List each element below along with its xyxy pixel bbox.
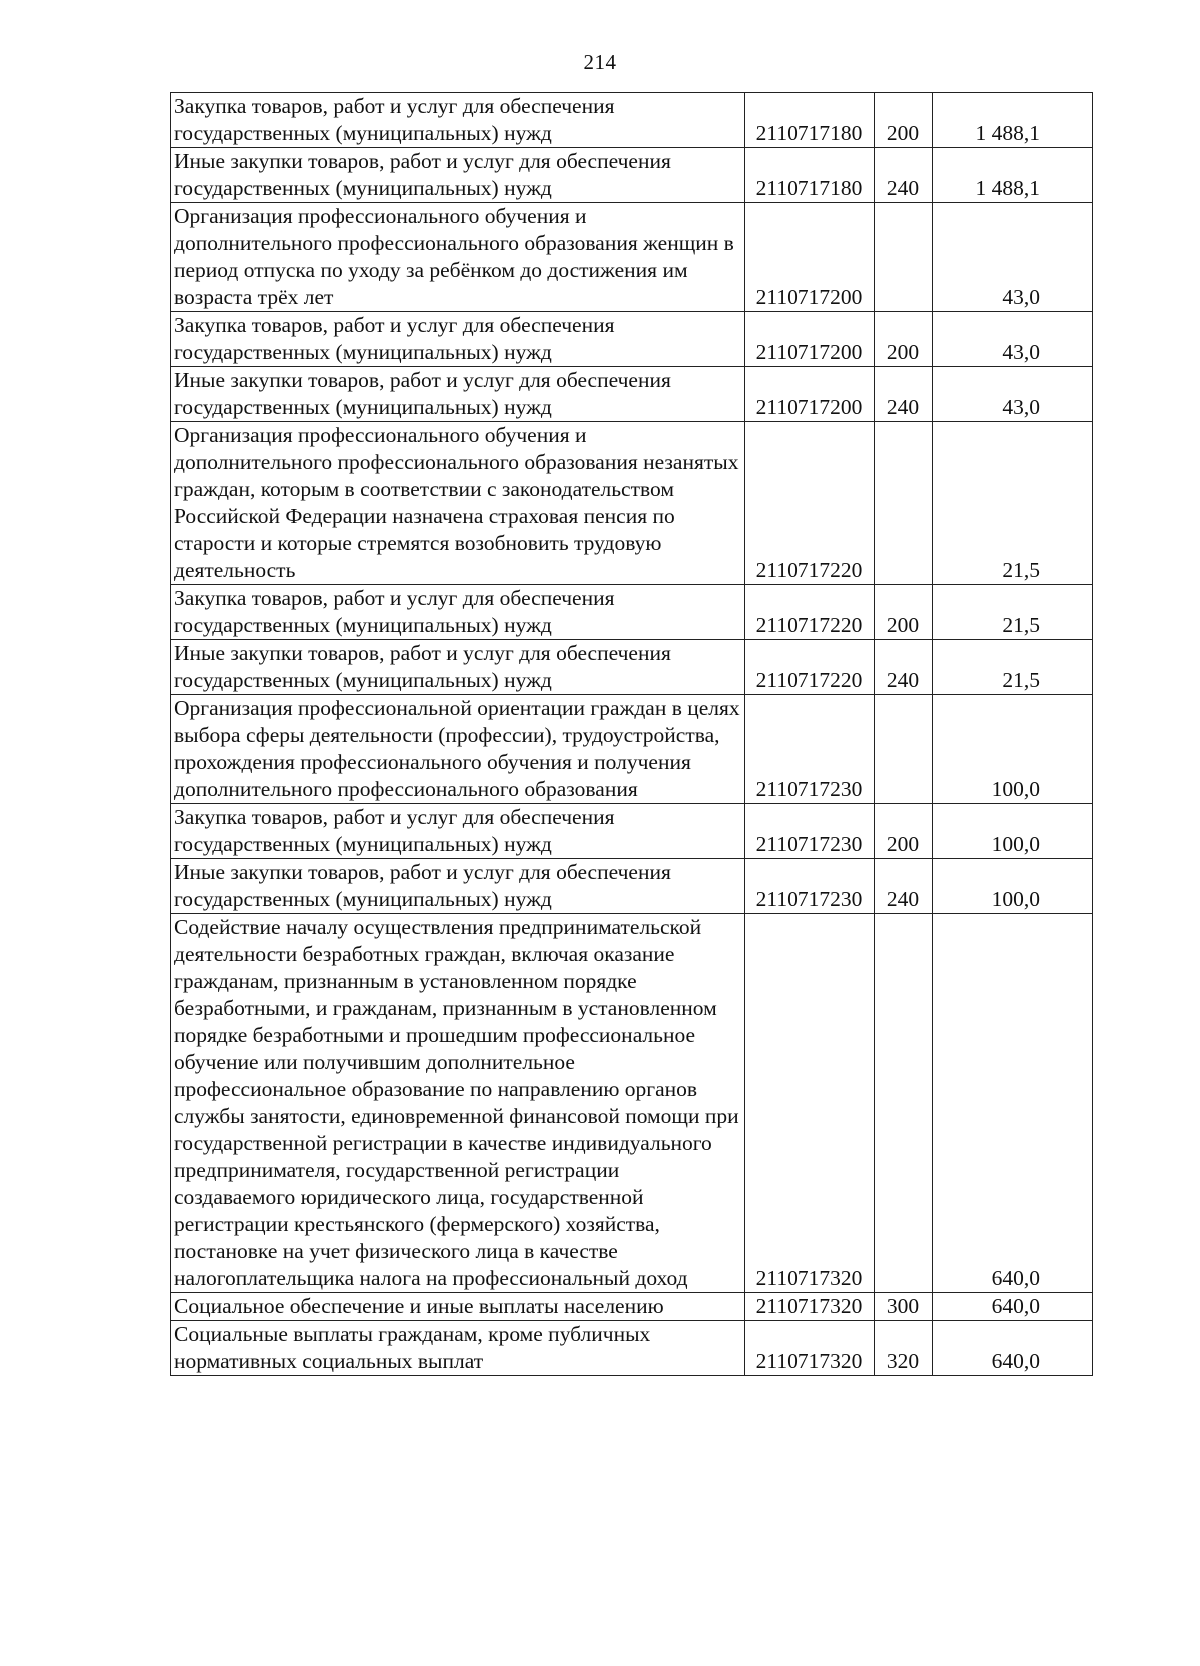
row-name-cell: Организация профессионального обучения и дополнительного профессионального образования незанятых граждан, которым в соответствии с законодательством Российской Федерации назначена страховая пенсия по старости и которые стремятся возобновить трудовую деятельность	[171, 422, 745, 585]
row-code-cell: 2110717220	[745, 422, 875, 585]
row-name-cell: Социальные выплаты гражданам, кроме публичных нормативных социальных выплат	[171, 1321, 745, 1376]
row-amount-cell: 640,0	[933, 1321, 1093, 1376]
row-type-cell: 200	[875, 804, 933, 859]
table-row	[171, 93, 1093, 148]
row-type-cell: 200	[875, 93, 933, 148]
row-type-cell: 240	[875, 640, 933, 695]
row-name-cell: Организация профессиональной ориентации граждан в целях выбора сферы деятельности (профессии), трудоустройства, прохождения профессионального обучения и получения дополнительного профессионального образования	[171, 695, 745, 804]
row-name-cell: Закупка товаров, работ и услуг для обеспечения государственных (муниципальных) нужд	[171, 585, 745, 640]
row-code-cell: 2110717200	[745, 367, 875, 422]
table-row	[171, 148, 1093, 203]
row-amount-cell: 1 488,1	[933, 93, 1093, 148]
table-row	[171, 203, 1093, 312]
page-number: 214	[583, 50, 617, 74]
row-type-cell: 200	[875, 312, 933, 367]
row-name-cell: Содействие началу осуществления предпринимательской деятельности безработных граждан, включая оказание гражданам, признанным в установленном порядке безработными, и гражданам, признанным в установленном порядке безработными и прошедшим профессиональное обучение или получившим дополнительное профессиональное образование по направлению органов службы занятости, единовременной финансовой помощи при государственной регистрации в качестве индивидуального предпринимателя, государственной регистрации создаваемого юридического лица, государственной регистрации крестьянского (фермерского) хозяйства, постановке на учет физического лица в качестве налогоплательщика налога на профессиональный доход	[171, 914, 745, 1293]
row-code-cell: 2110717180	[745, 148, 875, 203]
row-type-cell	[875, 695, 933, 804]
row-code-cell: 2110717220	[745, 585, 875, 640]
table-row	[171, 422, 1093, 585]
row-name-cell: Иные закупки товаров, работ и услуг для обеспечения государственных (муниципальных) нужд	[171, 859, 745, 914]
budget-table	[170, 92, 1093, 1376]
row-type-cell: 300	[875, 1293, 933, 1321]
table-row	[171, 367, 1093, 422]
row-code-cell: 2110717200	[745, 312, 875, 367]
table-row	[171, 640, 1093, 695]
row-type-cell	[875, 422, 933, 585]
row-amount-cell: 640,0	[933, 1293, 1093, 1321]
row-name-cell: Социальное обеспечение и иные выплаты населению	[171, 1293, 745, 1321]
row-name-cell: Организация профессионального обучения и дополнительного профессионального образования женщин в период отпуска по уходу за ребёнком до достижения им возраста трёх лет	[171, 203, 745, 312]
table-row	[171, 1321, 1093, 1376]
row-amount-cell: 640,0	[933, 914, 1093, 1293]
row-amount-cell: 43,0	[933, 312, 1093, 367]
row-amount-cell: 1 488,1	[933, 148, 1093, 203]
row-amount-cell: 43,0	[933, 203, 1093, 312]
row-amount-cell: 21,5	[933, 422, 1093, 585]
row-amount-cell: 21,5	[933, 585, 1093, 640]
row-type-cell: 320	[875, 1321, 933, 1376]
row-type-cell: 240	[875, 367, 933, 422]
row-name-cell: Иные закупки товаров, работ и услуг для обеспечения государственных (муниципальных) нужд	[171, 640, 745, 695]
row-amount-cell: 21,5	[933, 640, 1093, 695]
table-row	[171, 695, 1093, 804]
table-row	[171, 914, 1093, 1293]
row-name-cell: Закупка товаров, работ и услуг для обеспечения государственных (муниципальных) нужд	[171, 93, 745, 148]
row-code-cell: 2110717320	[745, 1321, 875, 1376]
row-type-cell: 200	[875, 585, 933, 640]
row-code-cell: 2110717230	[745, 804, 875, 859]
row-code-cell: 2110717230	[745, 859, 875, 914]
row-amount-cell: 43,0	[933, 367, 1093, 422]
row-name-cell: Закупка товаров, работ и услуг для обеспечения государственных (муниципальных) нужд	[171, 804, 745, 859]
row-type-cell	[875, 914, 933, 1293]
row-type-cell	[875, 203, 933, 312]
row-code-cell: 2110717200	[745, 203, 875, 312]
row-code-cell: 2110717230	[745, 695, 875, 804]
row-amount-cell: 100,0	[933, 859, 1093, 914]
row-code-cell: 2110717320	[745, 1293, 875, 1321]
row-code-cell: 2110717320	[745, 914, 875, 1293]
row-type-cell: 240	[875, 859, 933, 914]
budget-table-body	[171, 93, 1093, 1376]
row-name-cell: Закупка товаров, работ и услуг для обеспечения государственных (муниципальных) нужд	[171, 312, 745, 367]
row-type-cell: 240	[875, 148, 933, 203]
table-row	[171, 859, 1093, 914]
table-row	[171, 585, 1093, 640]
row-amount-cell: 100,0	[933, 695, 1093, 804]
table-row	[171, 804, 1093, 859]
row-name-cell: Иные закупки товаров, работ и услуг для обеспечения государственных (муниципальных) нужд	[171, 148, 745, 203]
table-row	[171, 312, 1093, 367]
row-amount-cell: 100,0	[933, 804, 1093, 859]
row-code-cell: 2110717220	[745, 640, 875, 695]
table-row	[171, 1293, 1093, 1321]
row-name-cell: Иные закупки товаров, работ и услуг для обеспечения государственных (муниципальных) нужд	[171, 367, 745, 422]
row-code-cell: 2110717180	[745, 93, 875, 148]
